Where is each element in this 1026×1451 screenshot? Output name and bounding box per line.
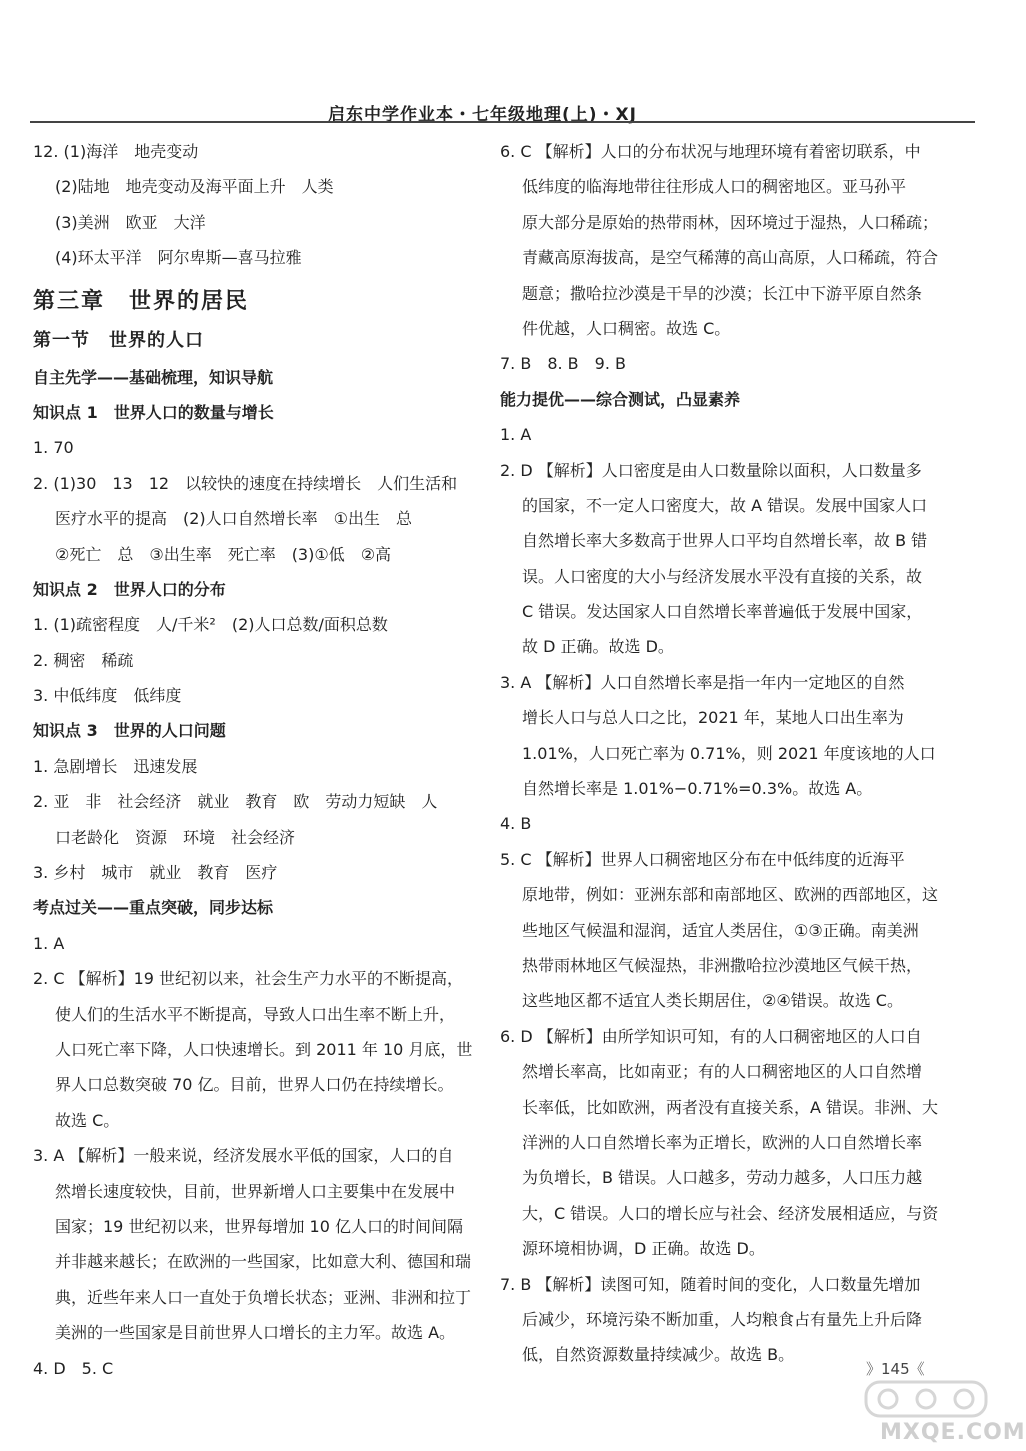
answer-line: 5. C 【解析】世界人口稠密地区分布在中低纬度的近海平 bbox=[500, 849, 905, 869]
answer-line: 7. B 【解析】读图可知，随着时间的变化，人口数量先增加 bbox=[500, 1274, 921, 1294]
answer-line: 3. A 【解析】一般来说，经济发展水平低的国家，人口的自 bbox=[33, 1146, 454, 1166]
answer-line: 1.01%，人口死亡率为 0.71%，则 2021 年度该地的人口 bbox=[522, 743, 936, 763]
answer-line: 人口死亡率下降，人口快速增长。到 2011 年 10 月底，世 bbox=[55, 1039, 473, 1059]
answer-line: 洋洲的人口自然增长率为正增长，欧洲的人口自然增长率 bbox=[522, 1132, 923, 1152]
answer-line: 6. D 【解析】由所学知识可知，有的人口稠密地区的人口自 bbox=[500, 1026, 922, 1046]
q12-line: 12. (1)海洋 地壳变动 bbox=[33, 142, 199, 161]
knowledge-point-heading: 知识点 3 世界的人口问题 bbox=[33, 721, 226, 741]
answer-line: 4. D 5. C bbox=[33, 1358, 114, 1378]
answer-line: 的国家，不一定人口密度大，故 A 错误。发展中国家人口 bbox=[522, 495, 928, 515]
answer-line: 3. A 【解析】人口自然增长率是指一年内一定地区的自然 bbox=[500, 672, 905, 692]
knowledge-point-heading: 知识点 2 世界人口的分布 bbox=[33, 579, 226, 599]
knowledge-point-heading: 知识点 1 世界人口的数量与增长 bbox=[33, 402, 274, 422]
page-number: 》145《 bbox=[866, 1360, 925, 1378]
answer-line: 低，自然资源数量持续减少。故选 B。 bbox=[522, 1345, 795, 1365]
answer-line: 使人们的生活水平不断提高，导致人口出生率不断上升， bbox=[55, 1004, 456, 1024]
answer-line: 青藏高原海拔高，是空气稀薄的高山高原，人口稀疏，符合 bbox=[522, 248, 939, 268]
answer-line: 2. (1)30 13 12 以较快的速度在持续增长 人们生活和 bbox=[33, 473, 458, 493]
answer-line: 后减少，环境污染不断加重，人均粮食占有量先上升后降 bbox=[522, 1309, 923, 1329]
answer-line: 源环境相协调，D 正确。故选 D。 bbox=[522, 1239, 765, 1259]
answer-line: ②死亡 总 ③出生率 死亡率 (3)①低 ②高 bbox=[55, 544, 392, 564]
answer-line: 1. 70 bbox=[33, 438, 74, 458]
answer-line: 4. B bbox=[500, 814, 532, 834]
answer-line: C 错误。发达国家人口自然增长率普遍低于发展中国家， bbox=[522, 602, 923, 622]
answer-line: 热带雨林地区气候湿热，非洲撒哈拉沙漠地区气候干热， bbox=[522, 955, 923, 975]
answer-line: 2. C 【解析】19 世纪初以来，社会生产力水平的不断提高， bbox=[33, 969, 464, 989]
answer-line: 界人口总数突破 70 亿。目前，世界人口仍在持续增长。 bbox=[55, 1075, 454, 1095]
watermark-text: MXQE.COM bbox=[880, 1420, 1026, 1445]
answer-line: 长率低，比如欧洲，两者没有直接关系，A 错误。非洲、大 bbox=[522, 1097, 939, 1117]
answer-line: 1. A bbox=[500, 425, 532, 445]
part-heading: 考点过关——重点突破，同步达标 bbox=[33, 898, 274, 918]
answer-line: 为负增长，B 错误。人口越多，劳动力越多，人口压力越 bbox=[522, 1168, 923, 1188]
answer-line: 6. C 【解析】人口的分布状况与地理环境有着密切联系，中 bbox=[500, 142, 921, 161]
answer-line: 美洲的一些国家是目前世界人口增长的主力军。故选 A。 bbox=[55, 1323, 456, 1343]
answer-line: 医疗水平的提高 (2)人口自然增长率 ①出生 总 bbox=[55, 509, 413, 529]
header-rule bbox=[30, 121, 975, 123]
answer-line: 自然增长率是 1.01%−0.71%=0.3%。故选 A。 bbox=[522, 779, 873, 799]
answer-line: 2. 亚 非 社会经济 就业 教育 欧 劳动力短缺 人 bbox=[33, 792, 438, 812]
answer-line: 2. 稠密 稀疏 bbox=[33, 650, 134, 670]
q12-line: (4)环太平洋 阿尔卑斯—喜马拉雅 bbox=[55, 248, 302, 268]
answer-line: 原地带，例如：亚洲东部和南部地区、欧洲的西部地区，这 bbox=[522, 885, 939, 905]
answer-line: 原大部分是原始的热带雨林，因环境过于湿热，人口稀疏； bbox=[522, 212, 939, 232]
answer-line: 口老龄化 资源 环境 社会经济 bbox=[55, 827, 296, 847]
answer-line: 3. 乡村 城市 就业 教育 医疗 bbox=[33, 863, 278, 883]
answer-line: 大，C 错误。人口的增长应与社会、经济发展相适应，与资 bbox=[522, 1203, 939, 1223]
q12-line: (2)陆地 地壳变动及海平面上升 人类 bbox=[55, 177, 334, 197]
right-column bbox=[500, 134, 950, 1373]
chapter-title: 第三章 世界的居民 bbox=[33, 287, 250, 314]
section-title: 第一节 世界的人口 bbox=[33, 329, 204, 351]
answer-line: 增长人口与总人口之比，2021 年，某地人口出生率为 bbox=[522, 708, 904, 728]
answer-line: 这些地区都不适宜人类长期居住，②④错误。故选 C。 bbox=[522, 991, 903, 1011]
header-title: 启东中学作业本・七年级地理(上)・XJ bbox=[328, 105, 637, 125]
answer-line: 自然增长率大多数高于世界人口平均自然增长率，故 B 错 bbox=[522, 531, 928, 551]
answer-line: 然增长率高，比如南亚；有的人口稠密地区的人口自然增 bbox=[522, 1062, 923, 1082]
answer-line: 7. B 8. B 9. B bbox=[500, 354, 626, 374]
answer-line: 典，近些年来人口一直处于负增长状态；亚洲、非洲和拉丁 bbox=[55, 1287, 472, 1307]
q12-line: (3)美洲 欧亚 大洋 bbox=[55, 212, 206, 232]
part-heading: 能力提优——综合测试，凸显素养 bbox=[500, 389, 741, 409]
answer-line: 2. D 【解析】人口密度是由人口数量除以面积，人口数量多 bbox=[500, 460, 922, 480]
answer-line: 低纬度的临海地带往往形成人口的稠密地区。亚马孙平 bbox=[522, 177, 907, 197]
answer-line: 1. (1)疏密程度 人/千米² (2)人口总数/面积总数 bbox=[33, 615, 388, 635]
answer-line: 3. 中低纬度 低纬度 bbox=[33, 686, 182, 706]
answer-line: 然增长速度较快，目前，世界新增人口主要集中在发展中 bbox=[55, 1181, 456, 1201]
answer-line: 并非越来越长；在欧洲的一些国家，比如意大利、德国和瑞 bbox=[55, 1252, 472, 1272]
answer-line: 故 D 正确。故选 D。 bbox=[522, 637, 674, 657]
part-heading: 自主先学——基础梳理，知识导航 bbox=[33, 367, 274, 387]
answer-line: 1. 急剧增长 迅速发展 bbox=[33, 756, 198, 776]
answer-line: 些地区气候温和湿润，适宜人类居住，①③正确。南美洲 bbox=[522, 920, 919, 940]
answer-line: 件优越，人口稠密。故选 C。 bbox=[522, 318, 731, 338]
answer-line: 题意；撒哈拉沙漠是干旱的沙漠；长江中下游平原自然条 bbox=[522, 283, 923, 303]
answer-line: 故选 C。 bbox=[55, 1110, 120, 1130]
answer-line: 误。人口密度的大小与经济发展水平没有直接的关系，故 bbox=[522, 566, 923, 586]
answer-line: 1. A bbox=[33, 933, 65, 953]
left-column bbox=[33, 134, 473, 1386]
answer-line: 国家；19 世纪初以来，世界每增加 10 亿人口的时间间隔 bbox=[55, 1216, 463, 1236]
